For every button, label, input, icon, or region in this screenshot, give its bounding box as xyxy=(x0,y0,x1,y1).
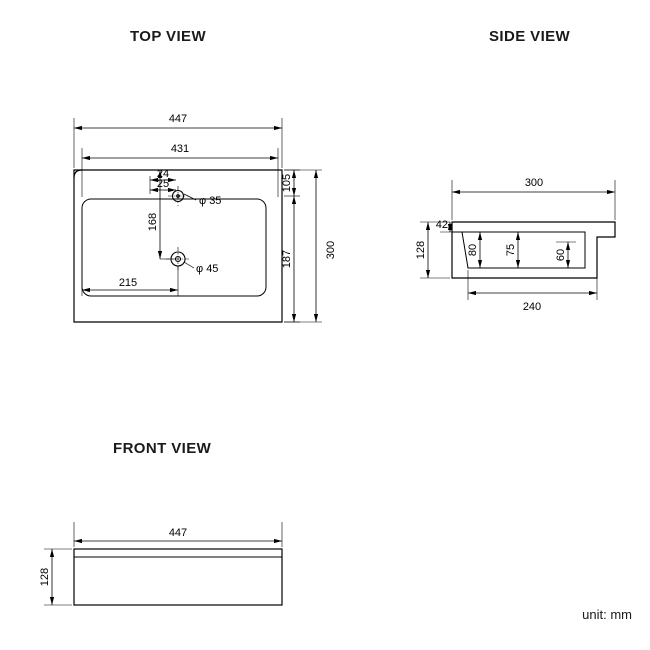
dim-top-447: 447 xyxy=(168,113,188,125)
dim-top-phi45: φ 45 xyxy=(196,263,219,275)
dim-front-447: 447 xyxy=(168,527,188,539)
dim-side-75: 75 xyxy=(505,243,517,257)
dim-top-105: 105 xyxy=(281,173,293,193)
dim-top-phi35: φ 35 xyxy=(199,195,222,207)
top-view-title: TOP VIEW xyxy=(130,28,206,45)
dim-side-42: 42 xyxy=(435,219,448,231)
dim-top-431: 431 xyxy=(170,143,190,155)
dim-side-300: 300 xyxy=(524,177,544,189)
dim-top-187: 187 xyxy=(281,249,293,269)
dim-side-128: 128 xyxy=(415,240,427,260)
dim-front-128: 128 xyxy=(39,567,51,587)
dim-side-60: 60 xyxy=(555,248,567,262)
dim-top-24: 24 xyxy=(156,168,170,180)
side-view-title: SIDE VIEW xyxy=(489,28,571,45)
dim-top-25: 25 xyxy=(156,178,170,190)
dim-top-300: 300 xyxy=(325,240,337,260)
dim-top-168: 168 xyxy=(147,212,159,232)
front-view-title: FRONT VIEW xyxy=(113,440,212,457)
front-view-dimensions xyxy=(39,522,282,605)
dim-side-240: 240 xyxy=(522,301,542,313)
top-view-dimensions xyxy=(74,113,337,322)
unit-note: unit: mm xyxy=(582,607,632,622)
front-view-geometry xyxy=(74,549,282,605)
dim-top-215: 215 xyxy=(118,277,138,289)
dim-side-80: 80 xyxy=(467,243,479,257)
